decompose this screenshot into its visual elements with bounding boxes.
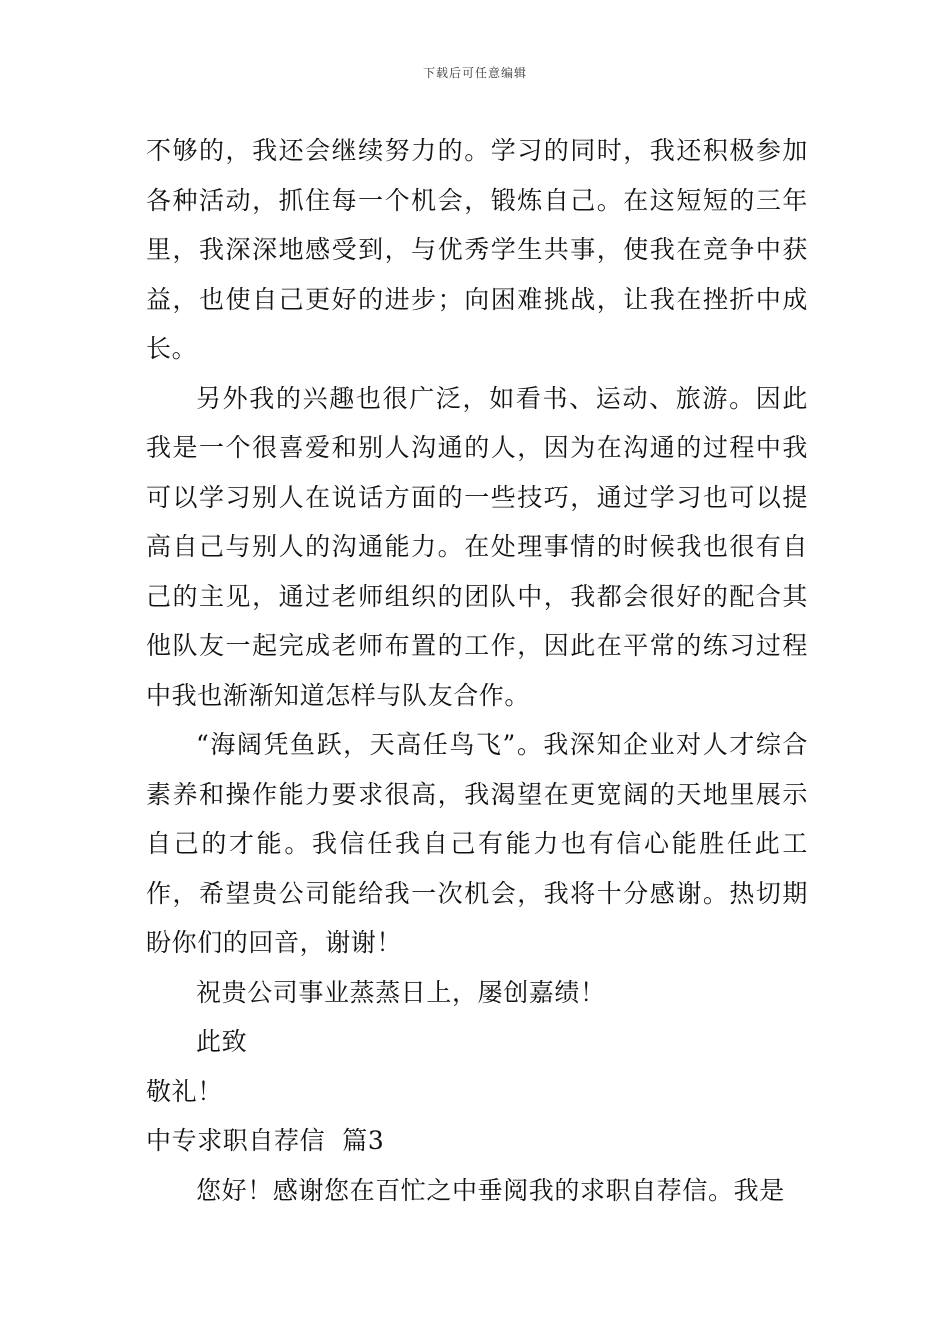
paragraph-continuation: 不够的，我还会继续努力的。学习的同时，我还积极参加各种活动，抓住每一个机会，锻炼自己。在这短短的三年里，我深深地感受到，与优秀学生共事，使我在竞争中获益，也使自己更好的进步；向困难挑战，让我在挫折中成长。 — [146, 136, 808, 363]
page-header: 下载后可任意编辑 — [422, 66, 527, 80]
paragraph-interests: 另外我的兴趣也很广泛，如看书、运动、旅游。因此我是一个很喜爱和别人沟通的人，因为在沟通的过程中我可以学习别人在说话方面的一些技巧，通过学习也可以提高自己与别人的沟通能力。在处理事情的时候我也很有自己的主见，通过老师组织的团队中，我都会很好的配合其他队友一起完成老师布置的工作，因此在平常的练习过程中我也渐渐知道怎样与队友合作。 — [146, 383, 808, 710]
paragraph-wishes: 祝贵公司事业蒸蒸日上，屡创嘉绩！ — [196, 977, 606, 1007]
section-title: 中专求职自荐信 篇3 — [146, 1126, 385, 1155]
paragraph-aspiration: “海阔凭鱼跃，天高任鸟飞”。我深知企业对人才综合素养和操作能力要求很高，我渴望在更宽阔的天地里展示自己的才能。我信任我自己有能力也有信心能胜任此工作，希望贵公司能给我一次机会，我将十分感谢。热切期盼你们的回音，谢谢！ — [146, 730, 808, 957]
closing-salutation: 此致 — [196, 1027, 248, 1056]
document-body — [146, 126, 808, 1215]
paragraph-greeting: 您好！感谢您在百忙之中垂阅我的求职自荐信。我是 — [196, 1175, 785, 1205]
closing-regards: 敬礼！ — [146, 1076, 223, 1106]
